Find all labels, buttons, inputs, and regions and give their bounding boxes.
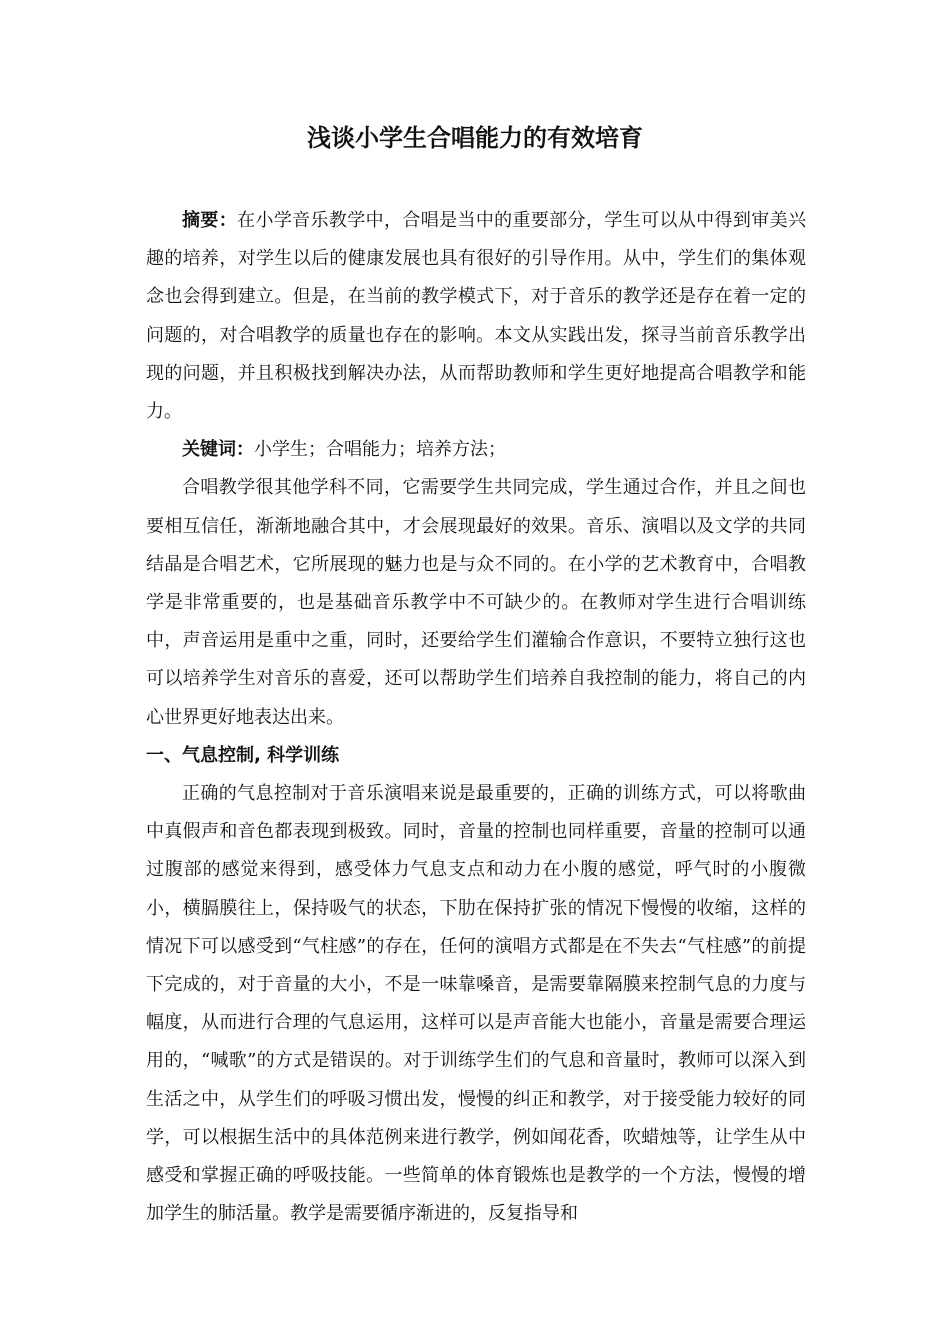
page-title: 浅谈小学生合唱能力的有效培育: [307, 124, 643, 152]
intro-paragraph: 合唱教学很其他学科不同，它需要学生共同完成，学生通过合作，并且之间也要相互信任，渐渐地融合其中，才会展现最好的效果。音乐、演唱以及文学的共同结晶是合唱艺术，它所展现的魅力也是与众不同的。在小学的艺术教育中，合唱教学是非常重要的，也是基础音乐教学中不可缺少的。在教师对学生进行合唱训练中，声音运用是重中之重，同时，还要给学生们灌输合作意识，不要特立独行这也可以培养学生对音乐的喜爱，还可以帮助学生们培养自我控制的能力，将自己的内心世界更好地表达出来。: [146, 477, 806, 728]
keywords-text: 小学生；合唱能力；培养方法；: [254, 439, 506, 461]
document-body: [146, 202, 806, 1233]
section-paragraph: 正确的气息控制对于音乐演唱来说是最重要的，正确的训练方式，可以将歌曲中真假声和音色都表现到极致。同时，音量的控制也同样重要，音量的控制可以通过腹部的感觉来得到，感受体力气息支点和动力在小腹的感觉，呼气时的小腹微小，横膈膜往上，保持吸气的状态，下肋在保持扩张的情况下慢慢的收缩，这样的情况下可以感受到“气柱感”的存在，任何的演唱方式都是在不失去“气柱感”的前提下完成的，对于音量的大小，不是一味靠嗓音，是需要靠隔膜来控制气息的力度与幅度，从而进行合理的气息运用，这样可以是声音能大也能小，音量是需要合理运用的，“喊歌”的方式是错误的。对于训练学生们的气息和音量时，教师可以深入到生活之中，从学生们的呼吸习惯出发，慢慢的纠正和教学，对于接受能力较好的同学，可以根据生活中的具体范例来进行教学，例如闻花香，吹蜡烛等，让学生从中感受和掌握正确的呼吸技能。一些简单的体育锻炼也是教学的一个方法，慢慢的增加学生的肺活量。教学是需要循序渐进的，反复指导和: [146, 783, 806, 1225]
keywords-label: 关键词：: [182, 439, 254, 461]
keywords-paragraph: [146, 431, 806, 469]
abstract-paragraph: [146, 202, 806, 431]
section-heading: 一、气息控制, 科学训练: [146, 744, 340, 766]
abstract-label: 摘要：: [182, 210, 238, 231]
abstract-text: 在小学音乐教学中，合唱是当中的重要部分，学生可以从中得到审美兴趣的培养，对学生以后的健康发展也具有很好的引导作用。从中，学生们的集体观念也会得到建立。但是，在当前的教学模式下，对于音乐的教学还是存在着一定的问题的，对合唱教学的质量也存在的影响。本文从实践出发，探寻当前音乐教学出现的问题，并且积极找到解决办法，从而帮助教师和学生更好地提高合唱教学和能力。: [146, 210, 806, 423]
